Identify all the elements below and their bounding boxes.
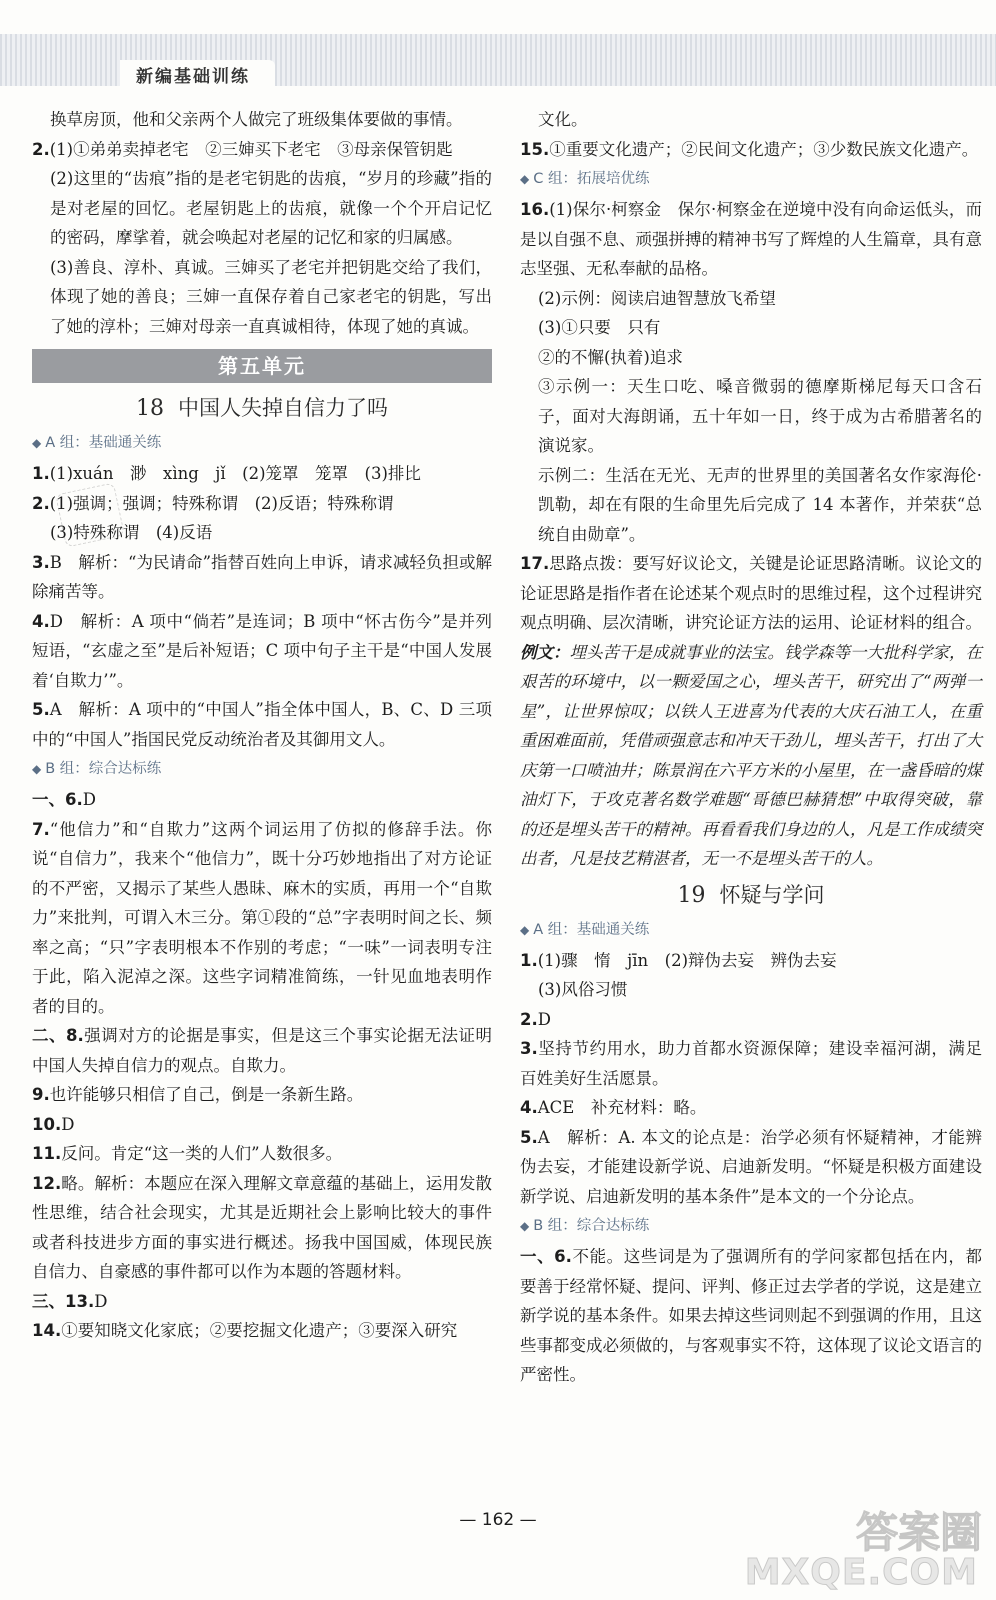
answer-text: 埋头苦干是成就事业的法宝。钱学森等一大批科学家，在艰苦的环境中，以一颗爱国之心，埋头苦干，研究出了“两弹一星”，让世界惊叹；以铁人王进喜为代表的大庆石油工人，在重重困难面前，凭借顽强意志和冲天干劲儿，埋头苦干，打出了大庆第一口喷油井；陈景润在六平方米的小屋里，在一盏昏暗的煤油灯下，于攻克著名数学难题“哥德巴赫猜想”中取得突破，靠的还是埋头苦干的精神。再看看我们身边的人，凡是工作成绩突出者，凡是技艺精湛者，无一不是埋头苦干的人。 [520,642,982,868]
question-number: 9. [32,1085,50,1104]
answer-text: A 解析：A 项中的“中国人”指全体中国人，B、C、D 三项中的“中国人”指国民党反动统治者及其御用文人。 [32,700,492,749]
lesson-number: 18 [136,396,164,421]
answer-paragraph [32,1139,492,1169]
diamond-icon: ◆ [520,172,530,186]
diamond-icon: ◆ [32,762,42,776]
answer-text: 强调对方的论据是事实，但是这三个事实论据无法证明中国人失掉自信力的观点。自欺力。 [32,1026,493,1075]
answer-paragraph [32,1169,492,1287]
answer-text: ①要知晓文化家底；②要挖掘文化遗产；③要深入研究 [61,1321,458,1340]
answer-paragraph [32,164,492,253]
answer-paragraph [520,284,982,314]
question-number: 二、8. [32,1026,84,1045]
diamond-icon: ◆ [32,436,42,450]
group-heading [520,1213,982,1240]
answer-paragraph [520,1034,982,1093]
answer-text: 思路点拨：要写好议论文，关键是论证思路清晰。议论文的论证思路是指作者在论述某个观点时的思维过程，这个过程讲究观点明确、层次清晰，讲究论证方法的运用、论证材料的组合。 [520,554,982,632]
answer-text: ②的不懈(执着)追求 [538,347,683,367]
answer-text: A 解析：A. 本文的论点是：治学必须有怀疑精神，才能辨伪去妄，才能建设新学说、启迪新发明。“怀疑是积极方面建设新学说、启迪新发明的基本条件”是本文的一个分论点。 [520,1127,982,1206]
question-number: 5. [32,700,50,719]
answer-text: ACE 补充材料：略。 [537,1098,707,1117]
answer-text: (1)强调；强调；特殊称谓 (2)反语；特殊称谓 [49,493,394,513]
answer-paragraph [520,1005,982,1035]
answer-paragraph [32,253,492,342]
page-number: — 162 — [459,1510,537,1530]
answer-text: (3)①只要 只有 [538,318,661,337]
question-number: 3. [520,1039,538,1058]
answer-text: 示例二：生活在无光、无声的世界里的美国著名女作家海伦·凯勒，却在有限的生命里先后完成了 14 本著作，并荣获“总统自由勋章”。 [538,465,982,544]
answer-paragraph [32,607,492,696]
answer-text: 文化。 [538,110,588,129]
answer-text: (1)xuán 渺 xìng jǐ (2)笼罩 笼罩 (3)排比 [49,464,421,483]
group-label: B 组：综合达标练 [45,761,162,777]
answer-paragraph [32,105,492,135]
answer-text: B 解析：“为民请命”指替百姓向上申诉，请求减轻负担或解除痛苦等。 [32,552,492,601]
answer-paragraph [520,105,982,135]
answer-text: (1)保尔·柯察金 保尔·柯察金在逆境中没有向命运低头，而是以自强不息、顽强拼搏的精神书写了辉煌的人生篇章，具有意志坚强、无私奉献的品格。 [520,200,982,278]
lesson-number: 19 [677,882,706,908]
diamond-icon: ◆ [520,922,530,937]
answer-paragraph [32,518,492,548]
answer-text: D 解析：A 项中“倘若”是连词；B 项中“怀古伤今”是并列短语，“玄虚之至”是后补短语；C 项中句子主干是“中国人发展着‘自欺力’”。 [32,611,492,690]
question-number: 14. [32,1321,62,1340]
lesson-name: 中国人失掉自信力了吗 [178,396,388,420]
diamond-icon: ◆ [520,1219,530,1233]
answer-paragraph [520,313,982,343]
answer-paragraph [32,489,492,519]
unit-title-bar: 第五单元 [32,349,492,383]
question-number: 3. [32,552,50,572]
answer-paragraph [32,459,492,489]
question-number: 4. [32,611,50,631]
answer-text: (1)①弟弟卖掉老宅 ②三婶买下老宅 ③母亲保管钥匙 [49,139,453,159]
question-number: 7. [32,819,50,839]
answer-text: (3)特殊称谓 (4)反语 [50,523,213,542]
answer-paragraph [520,372,982,461]
group-label: C 组：拓展培优练 [533,171,650,187]
answer-text: “他信力”和“自欺力”这两个词运用了仿拟的修辞手法。你说“自信力”，我来个“他信力”，既十分巧妙地指出了对方论证的不严密，又揭示了某些人愚昧、麻木的实质，再用一个“自欺力”来批判，可谓入木三分。第①段的“总”字表明时间之长、频率之高；“只”字表明根本不作别的考虑；“一味”一词表明专注于此，陷入泥淖之深。这些字词精准简练，一针见血地表明作者的目的。 [32,819,492,1016]
answer-text: ①重要文化遗产；②民间文化遗产；③少数民族文化遗产。 [549,139,979,159]
question-number: 2. [32,493,50,513]
lesson-name: 怀疑与学问 [719,882,825,907]
question-number: 一、6. [32,790,83,809]
answer-paragraph [520,638,982,874]
group-label: A 组：基础通关练 [533,921,650,938]
answer-paragraph [520,975,982,1005]
answer-text: D [61,1114,75,1134]
answer-text: 换草房顶，他和父亲两个人做完了班级集体要做的事情。 [50,110,463,129]
answer-paragraph [520,343,982,373]
group-label: B 组：综合达标练 [533,1218,650,1234]
group-heading [32,756,492,783]
question-number: 1. [32,464,50,483]
group-heading [520,917,982,944]
group-heading [520,166,982,193]
answer-paragraph [520,549,982,638]
group-label: A 组：基础通关练 [45,435,162,451]
answer-text: (2)示例：阅读启迪智慧放飞希望 [538,288,776,308]
question-number: 16. [520,200,550,219]
answer-text: 不能。这些词是为了强调所有的学问家都包括在内，都要善于经常怀疑、提问、评判、修正过去学者的学说，这是建立新学说的基本条件。如果去掉这些词则起不到强调的作用，且这些事都变成必须做的，与客观事实不符，这体现了议论文语言的严密性。 [520,1247,982,1384]
answer-paragraph [32,548,492,607]
watermark [744,1500,982,1595]
question-number: 4. [520,1098,538,1117]
answer-paragraph [520,946,982,976]
answer-paragraph [32,1080,492,1110]
answer-text: ③示例一：天生口吃、嗓音微弱的德摩斯梯尼每天口含石子，面对大海朗诵，五十年如一日，终于成为古希腊著名的演说家。 [538,377,982,455]
answer-paragraph [32,135,492,165]
answer-paragraph [520,1242,982,1390]
right-column [520,105,982,1390]
answer-text: 略。解析：本题应在深入理解文章意蕴的基础上，运用发散性思维，结合社会现实，尤其是近期社会上影响比较大的事件或者科技进步方面的事实进行概述。扬我中国国威，体现民族自信力、自豪感的事件都可以作为本题的答题材料。 [32,1173,492,1281]
question-number: 12. [32,1173,62,1193]
answer-text: (3)善良、淳朴、真诚。三婶买了老宅并把钥匙交给了我们，体现了她的善良；三婶一直保存着自己家老宅的钥匙，写出了她的淳朴；三婶对母亲一直真诚相待，体现了她的真诚。 [50,257,492,336]
answer-text: (2)这里的“齿痕”指的是老宅钥匙的齿痕，“岁月的珍藏”指的是对老屋的回忆。老屋钥匙上的齿痕，就像一个个开启记忆的密码，摩挲着，就会唤起对老屋的记忆和家的归属感。 [50,169,492,247]
question-number: 5. [520,1127,538,1147]
question-number: 10. [32,1114,62,1134]
header-title: 新编基础训练 [136,67,250,87]
answer-text: (3)风俗习惯 [538,980,628,999]
answer-paragraph [32,1316,492,1346]
answer-paragraph [32,785,492,815]
answer-text: 反问。肯定“这一类的人们”人数很多。 [61,1144,343,1163]
answer-paragraph [520,1093,982,1123]
question-number: 15. [520,139,550,159]
answer-paragraph [32,1287,492,1317]
answer-text: 也许能够只相信了自己，倒是一条新生路。 [49,1085,364,1104]
answer-paragraph [520,135,982,165]
answer-text: (1)骤 惰 jīn (2)辩伪去妄 辨伪去妄 [537,950,837,970]
answer-text: D [82,790,96,809]
answer-paragraph [32,1110,492,1140]
answer-paragraph [32,815,492,1022]
question-number: 2. [520,1009,538,1029]
question-number: 1. [520,950,538,970]
answer-paragraph [32,695,492,754]
question-number: 2. [32,139,50,159]
group-heading [32,430,492,457]
answer-text: D [94,1291,108,1311]
lesson-title [32,389,492,428]
essay-label: 例文： [520,642,570,662]
answer-paragraph [32,1021,492,1080]
lesson-title [520,876,982,915]
watermark-logo: 答案圈 [855,1508,982,1557]
answer-paragraph [520,461,982,550]
left-column [32,105,492,1346]
page-header [0,0,996,90]
question-number: 11. [32,1144,62,1163]
answer-text: 坚持节约用水，助力首都水资源保障；建设幸福河湖，满足百姓美好生活愿景。 [520,1039,982,1088]
answer-text: D [537,1009,551,1029]
answer-paragraph [520,195,982,284]
question-number: 17. [520,554,550,573]
question-number: 一、6. [520,1247,572,1266]
answer-paragraph [520,1123,982,1212]
question-number: 三、13. [32,1291,95,1311]
watermark-url: MXQE.COM [744,1552,978,1593]
